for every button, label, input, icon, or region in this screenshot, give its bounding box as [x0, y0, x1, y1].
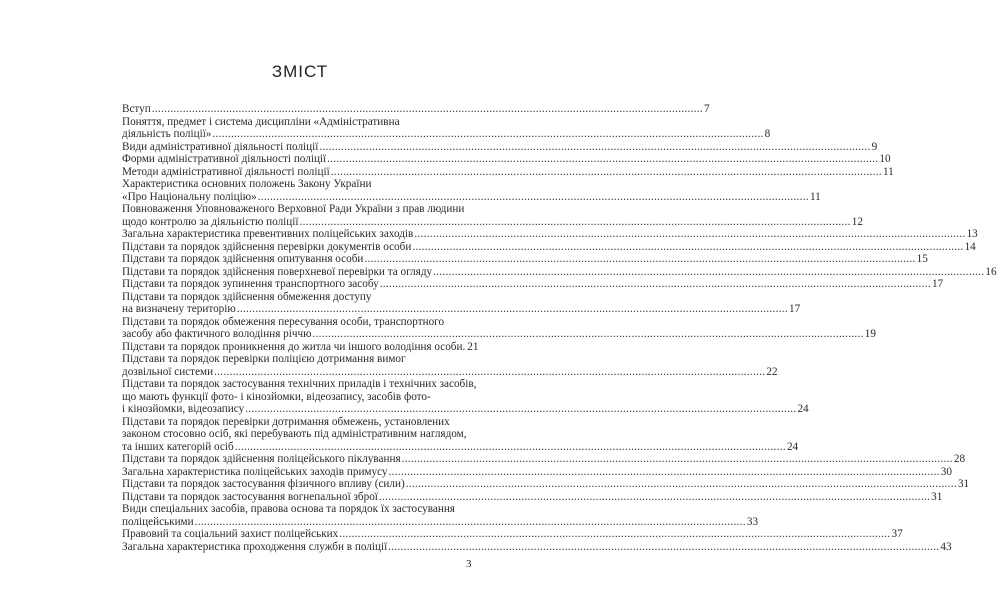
dot-leader	[258, 191, 809, 204]
toc-entry[interactable]	[122, 503, 759, 528]
toc-entry-text: Підстави та порядок застосування фізичного впливу (сили)	[122, 478, 405, 490]
toc-entry-text: Види адміністративної діяльності поліції	[122, 140, 319, 153]
toc-entry-page: 17	[789, 303, 801, 315]
toc-entry-page: 43	[940, 540, 952, 553]
toc-entry-text: засобу або фактичного володіння річчю	[122, 328, 312, 340]
toc-entry-line	[122, 328, 876, 341]
toc-entry-line	[122, 215, 863, 229]
toc-entry-page: 13	[966, 228, 978, 240]
toc-entry[interactable]	[122, 340, 479, 354]
dot-leader	[152, 103, 703, 116]
dot-leader	[389, 466, 940, 479]
toc-entry-text: дозвільної системи	[122, 365, 214, 378]
page-title: ЗМІСТ	[271, 62, 329, 81]
dot-leader	[433, 266, 984, 279]
toc-entry-page: 14	[964, 240, 976, 253]
toc-entry-text: Методи адміністративної діяльності поліції	[122, 165, 330, 178]
table-of-contents	[122, 103, 997, 553]
toc-entry-line	[122, 528, 903, 541]
toc-entry[interactable]	[122, 178, 821, 203]
toc-entry-line	[122, 403, 809, 416]
toc-entry-text: поліцейськими	[122, 515, 194, 528]
toc-entry-text: Підстави та порядок зупинення транспортного засобу	[122, 278, 379, 290]
toc-entry-page: 16	[985, 265, 997, 278]
toc-entry-line	[122, 365, 778, 379]
toc-entry-line	[122, 178, 472, 191]
toc-entry-line	[122, 253, 928, 266]
toc-entry[interactable]	[122, 540, 952, 554]
toc-entry-page: 31	[931, 490, 943, 503]
toc-entry-line	[122, 228, 978, 241]
toc-entry-text: Форми адміністративної діяльності поліції	[122, 153, 327, 165]
toc-entry-text: на визначену територію	[122, 303, 236, 315]
toc-entry[interactable]	[122, 265, 997, 279]
toc-entry-page: 28	[953, 453, 966, 465]
dot-leader	[195, 516, 746, 529]
toc-entry-text: Підстави та порядок перевірки дотримання обмежень, установлених	[122, 415, 450, 428]
toc-entry-page: 7	[704, 103, 710, 115]
toc-entry-text: Підстави та порядок обмеження пересування особи, транспортного	[122, 315, 445, 328]
toc-entry-text: Повноваження Уповноваженого Верховної Ради України з прав людини	[122, 203, 465, 215]
toc-entry-line	[122, 416, 472, 429]
toc-entry-page: 33	[746, 515, 759, 528]
toc-entry-page: 31	[957, 478, 970, 490]
toc-entry-line	[122, 165, 894, 179]
toc-entry-line	[122, 515, 759, 529]
dot-leader	[319, 141, 870, 154]
toc-entry-line	[122, 490, 943, 504]
toc-entry-line	[122, 116, 472, 129]
toc-entry[interactable]	[122, 253, 928, 266]
toc-entry-text: Види спеціальних засобів, правова основа та порядок їх застосування	[122, 503, 455, 515]
toc-entry-line	[122, 153, 891, 166]
toc-entry-page: 24	[797, 403, 809, 415]
toc-entry-page: 10	[879, 153, 891, 165]
toc-entry[interactable]	[122, 228, 978, 241]
toc-entry[interactable]	[122, 315, 876, 341]
toc-entry-page: 11	[882, 165, 894, 178]
toc-entry-page: 19	[864, 328, 876, 340]
toc-entry[interactable]	[122, 378, 809, 416]
toc-entry[interactable]	[122, 115, 771, 141]
dot-leader	[214, 366, 765, 379]
toc-entry[interactable]	[122, 353, 778, 378]
toc-entry-text: Поняття, предмет і система дисципліни «Адміністративна	[122, 115, 400, 128]
dot-leader	[402, 453, 953, 466]
page-number: 3	[466, 558, 472, 570]
dot-leader	[414, 228, 965, 241]
toc-entry-text: законом стосовно осіб, які перебувають під адміністративним наглядом,	[122, 428, 467, 440]
toc-entry-text: Підстави та порядок перевірки поліцією дотримання вимог	[122, 353, 406, 365]
toc-entry[interactable]	[122, 240, 976, 254]
dot-leader	[388, 541, 939, 554]
toc-entry-text: і кінозйомки, відеозапису	[122, 403, 245, 415]
toc-entry[interactable]	[122, 453, 966, 466]
toc-entry-page: 8	[764, 128, 771, 140]
toc-entry-text: Правовий та соціальний захист поліцейських	[122, 528, 339, 540]
dot-leader	[312, 328, 863, 341]
dot-leader	[331, 166, 882, 179]
toc-entry-line	[122, 378, 477, 391]
dot-leader	[299, 216, 850, 229]
toc-entry[interactable]	[122, 290, 801, 316]
toc-entry-page: 9	[871, 140, 878, 153]
toc-entry-text: діяльність поліції»	[122, 128, 212, 140]
toc-entry-page: 21	[467, 340, 479, 353]
toc-entry-text: Загальна характеристика поліцейських заходів примусу	[122, 465, 388, 478]
dot-leader	[237, 303, 788, 316]
toc-entry-page: 17	[931, 278, 944, 290]
toc-entry-page: 22	[766, 365, 778, 378]
dot-leader	[406, 478, 957, 491]
toc-entry-line	[122, 128, 771, 141]
dot-leader	[339, 528, 890, 541]
toc-entry-line	[122, 478, 970, 491]
toc-entry[interactable]	[122, 153, 891, 166]
toc-entry-page: 15	[916, 253, 928, 265]
toc-entry-line	[122, 540, 952, 554]
toc-entry[interactable]	[122, 490, 943, 504]
toc-entry[interactable]	[122, 528, 903, 541]
toc-entry-text: Підстави та порядок здійснення поверхневої перевірки та огляду	[122, 265, 433, 278]
toc-entry-text: Загальна характеристика проходження служби в поліції	[122, 540, 388, 553]
toc-entry-text: «Про Національну поліцію»	[122, 190, 257, 203]
toc-entry-line	[122, 291, 472, 304]
dot-leader	[380, 278, 931, 291]
toc-entry-line	[122, 203, 472, 216]
toc-entry-line	[122, 353, 472, 366]
toc-entry-line	[122, 391, 472, 404]
toc-entry[interactable]	[122, 415, 799, 454]
toc-entry-page: 30	[940, 465, 952, 478]
dot-leader	[327, 153, 878, 166]
toc-entry-line	[122, 265, 997, 279]
toc-entry-text: Загальна характеристика превентивних поліцейських заходів	[122, 228, 414, 240]
dot-leader	[212, 128, 763, 141]
toc-entry-text: Підстави та порядок здійснення опитування особи	[122, 253, 364, 265]
toc-entry-line	[122, 190, 821, 204]
toc-entry[interactable]	[122, 103, 710, 116]
toc-entry-line	[122, 140, 878, 154]
dot-leader	[235, 441, 786, 454]
toc-entry-text: та інших категорій осіб	[122, 440, 234, 453]
toc-entry[interactable]	[122, 278, 944, 291]
toc-entry-line	[122, 428, 472, 441]
toc-entry[interactable]	[122, 465, 952, 479]
dot-leader	[245, 403, 796, 416]
toc-entry-text: Підстави та порядок здійснення поліцейського піклування	[122, 453, 401, 465]
toc-entry[interactable]	[122, 140, 878, 154]
toc-entry-line	[122, 453, 966, 466]
dot-leader	[379, 491, 930, 504]
toc-entry-line	[122, 303, 801, 316]
toc-entry-line	[122, 103, 710, 116]
dot-leader	[364, 253, 915, 266]
toc-entry-page: 37	[891, 528, 903, 540]
toc-entry-text: Підстави та порядок здійснення обмеження доступу	[122, 290, 372, 303]
toc-entry-line	[122, 316, 472, 329]
toc-entry-line	[122, 440, 799, 454]
toc-entry-line	[122, 278, 944, 291]
toc-entry-text: Підстави та порядок застосування вогнепальної зброї	[122, 490, 378, 503]
toc-entry-page: 12	[851, 215, 863, 228]
toc-entry-line	[122, 465, 952, 479]
toc-entry-text: Підстави та порядок здійснення перевірки документів особи	[122, 240, 412, 253]
toc-entry-page: 11	[809, 190, 821, 203]
dot-leader	[412, 241, 963, 254]
toc-entry-line	[122, 503, 472, 516]
toc-entry-text: Підстави та порядок застосування технічних приладів і технічних засобів,	[122, 378, 477, 390]
toc-entry-line	[122, 340, 479, 354]
toc-entry[interactable]	[122, 478, 970, 491]
toc-entry-text: що мають функції фото- і кінозйомки, відеозапису, засобів фото-	[122, 390, 431, 403]
toc-entry-text: щодо контролю за діяльністю поліції	[122, 215, 299, 228]
toc-entry-page: 24	[786, 440, 799, 453]
toc-entry[interactable]	[122, 165, 894, 179]
toc-entry-text: Характеристика основних положень Закону України	[122, 178, 372, 190]
toc-entry-text: Підстави та порядок проникнення до житла чи іншого володіння особи.	[122, 340, 466, 353]
toc-entry[interactable]	[122, 203, 863, 228]
toc-entry-text: Вступ	[122, 103, 151, 115]
toc-entry-line	[122, 240, 976, 254]
